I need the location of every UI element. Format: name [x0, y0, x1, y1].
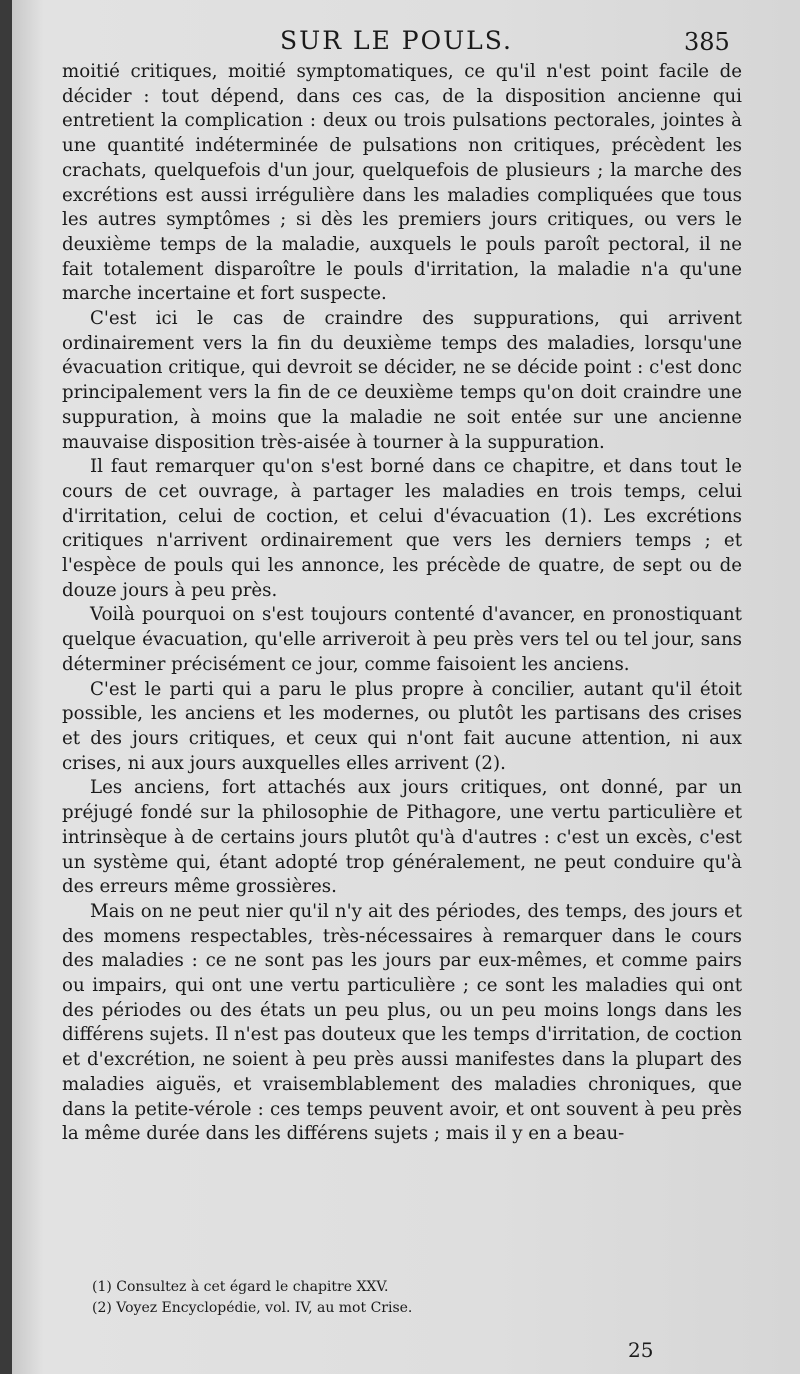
paragraph: Voilà pourquoi on s'est toujours contenté d'avancer, en pronostiquant quelque évacuation, qu'elle arriveroit à peu près vers tel ou tel jour, sans déterminer précisément ce jour, comme faisoient les anciens.: [62, 604, 742, 675]
paragraph: Mais on ne peut nier qu'il n'y ait des périodes, des temps, des jours et des momens respectables, très-nécessaires à remarquer dans le cours des maladies : ce ne sont pas les jours par eux-mêmes, et comme pairs ou impairs, qui ont une vertu particulière ; ce sont les maladies qui ont des périodes ou des états un peu plus, ou un peu moins longs dans les différens sujets. Il n'est pas douteux que les temps d'irritation, de coction et d'excrétion, ne soient à peu près aussi manifestes dans la plupart des maladies aiguës, et vraisemblablement des maladies chroniques, que dans la petite-vérole : ces temps peuvent avoir, et ont souvent à peu près la même durée dans les différens sujets ; mais il y en a beau-: [62, 900, 742, 1145]
page-header: [12, 20, 800, 60]
page-number: 385: [684, 28, 730, 56]
paragraph: moitié critiques, moitié symptomatiques, ce qu'il n'est point facile de décider : tout dépend, dans ces cas, de la disposition ancienne qui entretient la complication : deux ou trois pulsations pectorales, jointes à une quantité indéterminée de pulsations non critiques, précèdent les crachats, quelquefois d'un jour, quelquefois de plusieurs ; la marche des excrétions est aussi irrégulière dans les maladies compliquées que tous les autres symptômes ; si dès les premiers jours critiques, ou vers le deuxième temps de la maladie, auxquels le pouls paroît pectoral, il ne fait totalement disparoître le pouls d'irritation, la maladie n'a qu'une marche incertaine et fort suspecte.: [62, 61, 742, 305]
paragraph: Il faut remarquer qu'on s'est borné dans ce chapitre, et dans tout le cours de cet ouvrage, à partager les maladies en trois temps, celui d'irritation, celui de coction, et celui d'évacuation (1). Les excrétions critiques n'arrivent ordinairement que vers les derniers temps ; et l'espèce de pouls qui les annonce, les précède de quatre, de sept ou de douze jours à peu près.: [62, 456, 742, 601]
footnotes: [92, 1277, 732, 1319]
footnote: (2) Voyez Encyclopédie, vol. IV, au mot Crise.: [92, 1300, 413, 1316]
book-page: [12, 0, 800, 1374]
signature-mark: 25: [628, 1338, 654, 1362]
paragraph: C'est le parti qui a paru le plus propre à concilier, autant qu'il étoit possible, les anciens et les modernes, ou plutôt les partisans des crises et des jours critiques, et ceux qui n'ont fait aucune attention, ni aux crises, ni aux jours auxquelles elles arrivent (2).: [62, 678, 742, 774]
paragraph: Les anciens, fort attachés aux jours critiques, ont donné, par un préjugé fondé sur la philosophie de Pithagore, une vertu particulière et intrinsèque à de certains jours plutôt qu'à d'autres : c'est un excès, c'est un système qui, étant adopté trop généralement, ne peut conduire qu'à des erreurs même grossières.: [62, 777, 742, 898]
running-title: SUR LE POULS.: [280, 26, 513, 55]
footnote: (1) Consultez à cet égard le chapitre XXV.: [92, 1279, 389, 1295]
body-text: [62, 60, 742, 1147]
paragraph: C'est ici le cas de craindre des suppurations, qui arrivent ordinairement vers la fin du deuxième temps des maladies, lorsqu'une évacuation critique, qui devroit se décider, ne se décide point : c'est donc principalement vers la fin de ce deuxième temps qu'on doit craindre une suppuration, à moins que la maladie ne soit entée sur une ancienne mauvaise disposition très-aisée à tourner à la suppuration.: [62, 308, 742, 453]
